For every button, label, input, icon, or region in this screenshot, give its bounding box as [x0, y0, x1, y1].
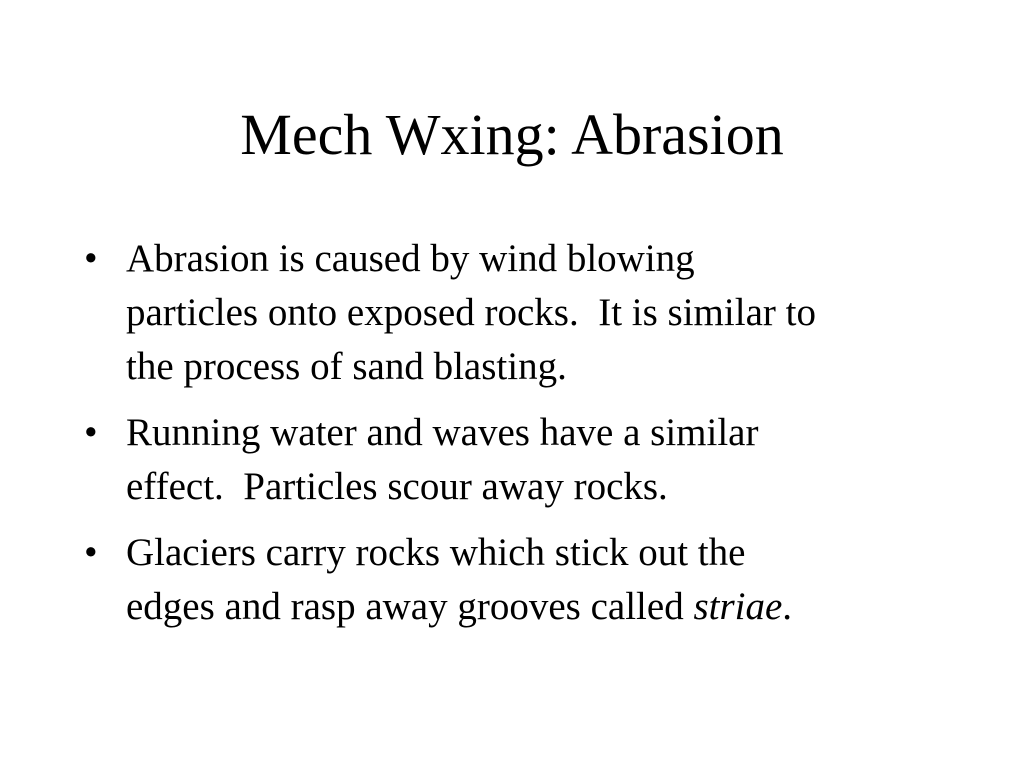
bullet-line-prefix: edges and rasp away grooves called: [126, 585, 694, 628]
bullet-list: [84, 232, 964, 646]
bullet-line: the process of sand blasting.: [126, 345, 567, 388]
bullet-line-last: [126, 580, 964, 634]
bullet-item-2: [84, 406, 964, 514]
bullet-text: [126, 232, 964, 394]
bullet-line: Abrasion is caused by wind blowing: [126, 237, 695, 280]
bullet-line: effect. Particles scour away rocks.: [126, 465, 668, 508]
bullet-dot-icon: •: [84, 237, 98, 280]
bullet-dot-icon: •: [84, 531, 98, 574]
bullet-line: particles onto exposed rocks. It is similar to: [126, 291, 816, 334]
slide-title: Mech Wxing: Abrasion: [240, 102, 784, 167]
bullet-dot-icon: •: [84, 411, 98, 454]
bullet-text: [126, 406, 964, 514]
bullet-text: [126, 526, 964, 634]
bullet-line-suffix: .: [782, 585, 793, 628]
bullet-item-1: [84, 232, 964, 394]
bullet-line: Running water and waves have a similar: [126, 411, 759, 454]
italic-term: striae: [693, 585, 783, 628]
bullet-item-3: [84, 526, 964, 634]
bullet-line: Glaciers carry rocks which stick out the: [126, 531, 746, 574]
